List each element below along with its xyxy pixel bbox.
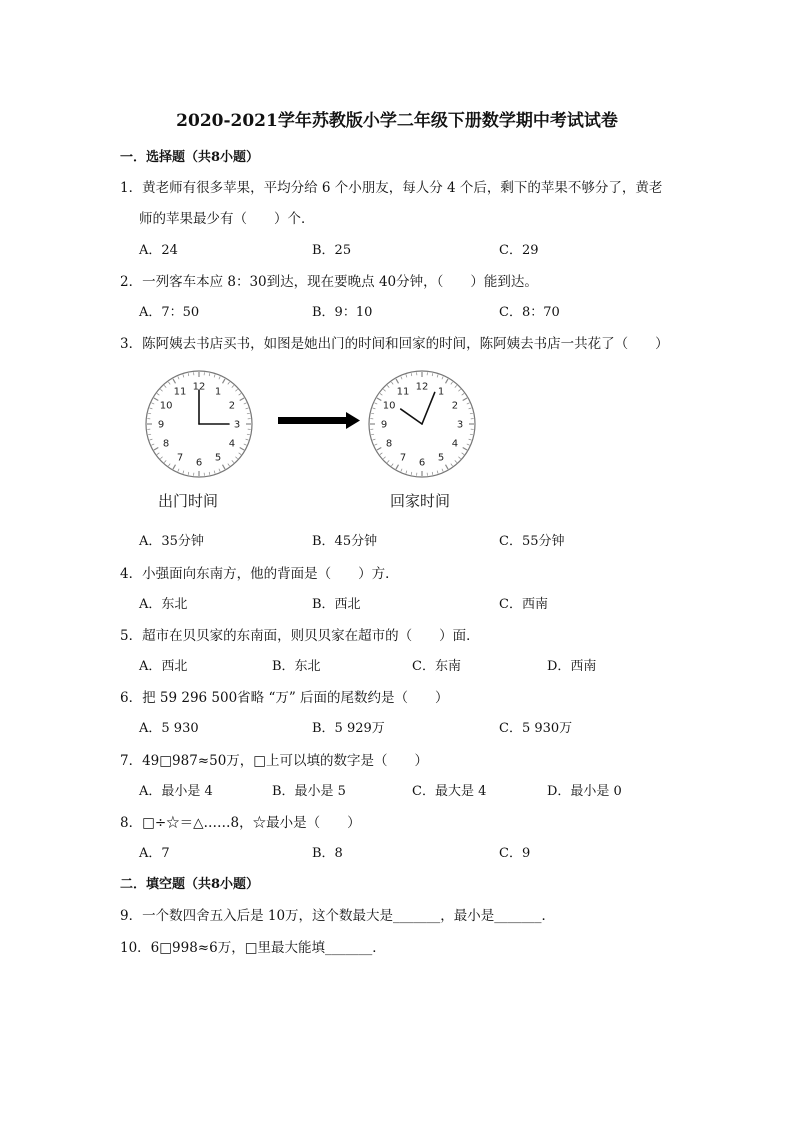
- section-heading-choice: 一．选择题（共8小题）: [120, 150, 260, 165]
- clock-number: 1: [214, 386, 222, 398]
- option-c: C．55分钟: [499, 534, 565, 549]
- clock-number: 7: [399, 452, 407, 464]
- clock-number: 10: [382, 400, 396, 412]
- question-7: 7．49□987≈50万，□上可以填的数字是（ ）: [120, 753, 429, 769]
- page-title: 2020-2021学年苏教版小学二年级下册数学期中考试试卷: [176, 111, 618, 131]
- right-arrow-icon: [278, 412, 360, 429]
- option-a: A．西北: [139, 659, 188, 674]
- option-a: A．7：50: [139, 305, 200, 320]
- clock-number: 3: [456, 419, 464, 431]
- option-b: B．45分钟: [312, 534, 378, 549]
- clock-number: 5: [437, 452, 445, 464]
- option-b: B．9：10: [312, 305, 373, 320]
- option-c: C．29: [499, 243, 539, 258]
- departure-clock-icon: [146, 371, 252, 477]
- option-c: C．西南: [499, 597, 548, 612]
- question-10: 10．6□998≈6万，□里最大能填_______．: [120, 940, 386, 956]
- option-b: B．5 929万: [312, 721, 385, 736]
- clock-number: 4: [228, 438, 236, 450]
- clock-number: 12: [415, 381, 429, 393]
- option-c: C．最大是 4: [412, 784, 487, 799]
- clock-number: 4: [451, 438, 459, 450]
- question-1: 1．黄老师有很多苹果，平均分给 6 个小朋友，每人分 4 个后，剩下的苹果不够分了，黄老: [120, 180, 663, 196]
- clock-number: 2: [451, 400, 459, 412]
- option-a: A．24: [139, 243, 178, 258]
- option-b: B．25: [312, 243, 352, 258]
- caption-return: 回家时间: [390, 492, 451, 510]
- question-9: 9．一个数四舍五入后是 10万，这个数最大是_______，最小是_______．: [120, 908, 556, 924]
- question-8: 8．□÷☆＝△……8，☆最小是（ ）: [120, 815, 361, 831]
- caption-departure: 出门时间: [158, 492, 219, 510]
- option-c: C．8：70: [499, 305, 560, 320]
- clock-number: 11: [396, 386, 410, 398]
- section-heading-fill: 二．填空题（共8小题）: [120, 877, 260, 892]
- question-2: 2．一列客车本应 8：30到达，现在要晚点 40分钟，（ ）能到达。: [120, 274, 538, 290]
- clock-number: 9: [157, 419, 165, 431]
- option-a: A．最小是 4: [139, 784, 213, 799]
- option-c: C．东南: [412, 659, 461, 674]
- clock-number: 5: [214, 452, 222, 464]
- option-c: C．5 930万: [499, 721, 573, 736]
- clock-number: 9: [380, 419, 388, 431]
- clock-number: 1: [437, 386, 445, 398]
- option-c: C．9: [499, 846, 531, 861]
- option-a: A．7: [139, 846, 170, 861]
- option-b: B．西北: [312, 597, 361, 612]
- question-4: 4．小强面向东南方，他的背面是（ ）方．: [120, 566, 399, 582]
- clock-number: 3: [233, 419, 241, 431]
- clock-number: 12: [192, 381, 206, 393]
- clock-number: 10: [159, 400, 173, 412]
- clock-number: 2: [228, 400, 236, 412]
- question-1-continued: 师的苹果最少有（ ）个．: [139, 211, 315, 227]
- question-3: 3．陈阿姨去书店买书，如图是她出门的时间和回家的时间，陈阿姨去书店一共花了（ ）: [120, 336, 669, 352]
- clock-number: 8: [385, 438, 393, 450]
- clock-number: 8: [162, 438, 170, 450]
- option-b: B．东北: [272, 659, 321, 674]
- return-clock-icon: [369, 371, 475, 477]
- clock-number: 11: [173, 386, 187, 398]
- clock-number: 7: [176, 452, 184, 464]
- clock-number: 6: [195, 457, 203, 469]
- clock-number: 6: [418, 457, 426, 469]
- option-a: A．东北: [139, 597, 188, 612]
- question-5: 5．超市在贝贝家的东南面，则贝贝家在超市的（ ）面．: [120, 628, 480, 644]
- option-b: B．最小是 5: [272, 784, 346, 799]
- clock-figure: [140, 366, 500, 516]
- question-6: 6．把 59 296 500省略 “万” 后面的尾数约是（ ）: [120, 690, 449, 706]
- option-d: D．西南: [547, 659, 597, 674]
- option-a: A．5 930: [139, 721, 199, 736]
- option-a: A．35分钟: [139, 534, 204, 549]
- option-d: D．最小是 0: [547, 784, 622, 799]
- option-b: B．8: [312, 846, 343, 861]
